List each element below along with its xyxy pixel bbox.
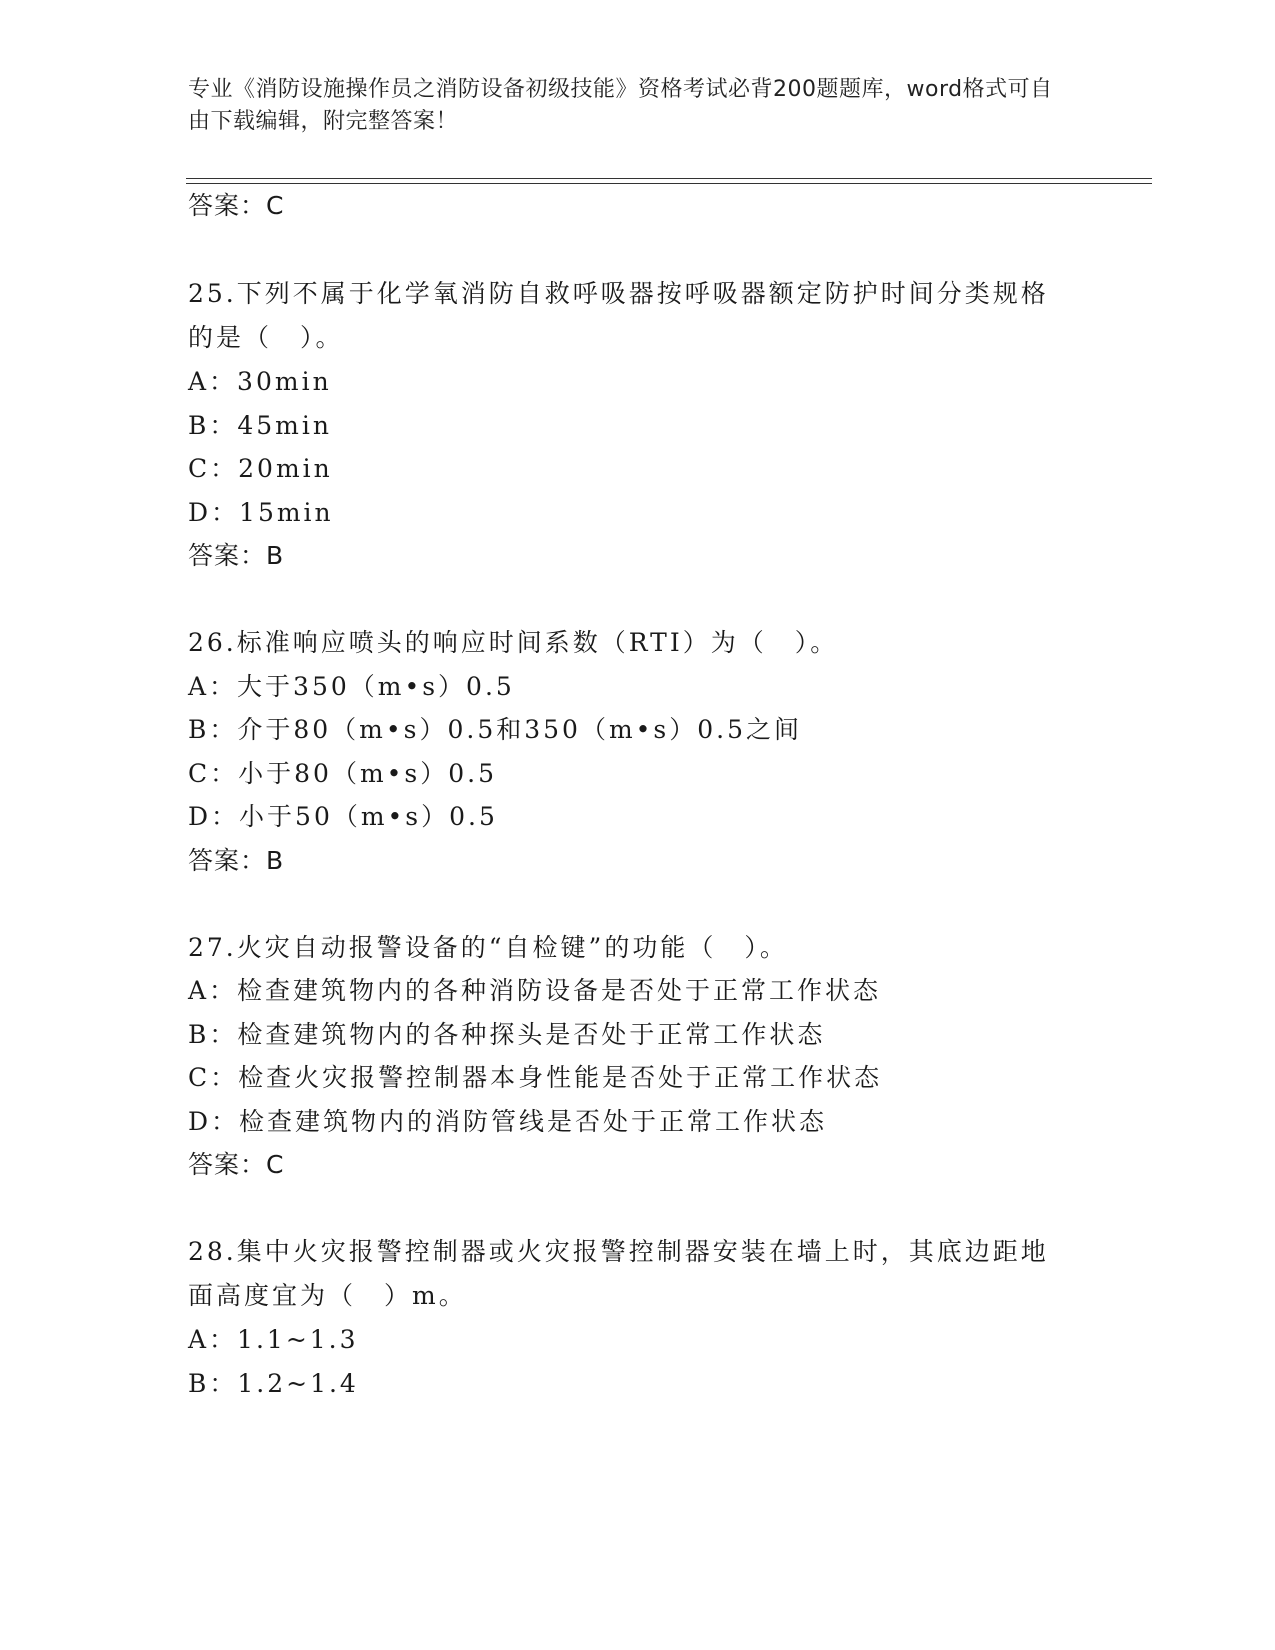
- question-26-option-c: C：小于80（m•s）0.5: [188, 759, 497, 788]
- question-27-option-c: C：检查火灾报警控制器本身性能是否处于正常工作状态: [188, 1063, 883, 1092]
- question-26-option-a: A：大于350（m•s）0.5: [188, 672, 515, 701]
- question-28-stem-line2: 面高度宜为（ ）m。: [188, 1281, 467, 1310]
- question-27-option-a: A：检查建筑物内的各种消防设备是否处于正常工作状态: [188, 976, 882, 1005]
- question-27-option-b: B：检查建筑物内的各种探头是否处于正常工作状态: [188, 1020, 826, 1049]
- question-25-option-d: D：15min: [188, 498, 334, 527]
- question-25-stem-line2: 的是（ ）。: [188, 323, 344, 352]
- question-27-answer: 答案：C: [188, 1150, 285, 1179]
- question-26-option-d: D：小于50（m•s）0.5: [188, 802, 498, 831]
- header-divider-bottom: [186, 183, 1152, 184]
- question-25-answer: 答案：B: [188, 541, 285, 570]
- question-27-option-d: D：检查建筑物内的消防管线是否处于正常工作状态: [188, 1107, 828, 1136]
- question-26-stem: 26.标准响应喷头的响应时间系数（RTI）为（ ）。: [188, 628, 839, 657]
- question-25-option-b: B：45min: [188, 411, 332, 440]
- question-28-stem-line1: 28.集中火灾报警控制器或火灾报警控制器安装在墙上时，其底边距地: [188, 1237, 1049, 1266]
- question-26-answer: 答案：B: [188, 846, 285, 875]
- question-25-stem-line1: 25.下列不属于化学氧消防自救呼吸器按呼吸器额定防护时间分类规格: [188, 279, 1049, 308]
- question-28-option-a: A：1.1~1.3: [188, 1325, 359, 1354]
- question-26-option-b: B：介于80（m•s）0.5和350（m•s）0.5之间: [188, 715, 802, 744]
- question-27-stem: 27.火灾自动报警设备的“自检键”的功能（ ）。: [188, 933, 788, 962]
- document-header: 专业《消防设施操作员之消防设备初级技能》资格考试必背200题题库，word格式可自由下载编辑，附完整答案！: [188, 77, 1053, 134]
- question-25-option-c: C：20min: [188, 454, 333, 483]
- previous-answer: 答案：C: [188, 191, 285, 220]
- header-divider-top: [186, 178, 1152, 179]
- question-25-option-a: A：30min: [188, 367, 332, 396]
- question-28-option-b: B：1.2~1.4: [188, 1369, 359, 1398]
